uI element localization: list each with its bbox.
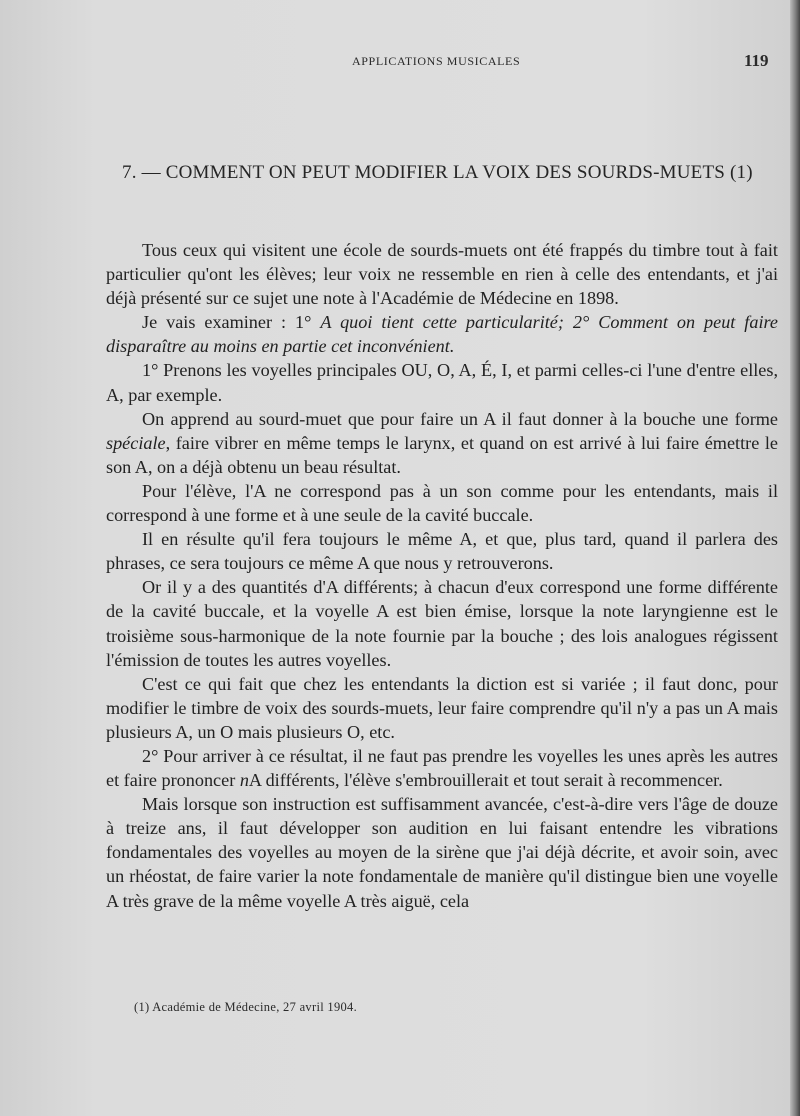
chapter-title: 7. — COMMENT ON PEUT MODIFIER LA VOIX DES SOURDS-MUETS (1): [122, 162, 753, 183]
paragraph: [106, 407, 778, 479]
paragraph: [106, 672, 778, 744]
italic-text: n: [239, 770, 249, 791]
italic-text: A quoi tient cette particularité; 2° Comment on peut faire disparaître au moins en partie cet inconvénient.: [106, 312, 778, 357]
text-run: Il en résulte qu'il fera toujours le même A, et que, plus tard, quand il parlera des phrases, ce sera toujours ce même A que nous y retrouverons.: [106, 529, 778, 574]
text-run: On apprend au sourd-muet que pour faire un A il faut donner à la bouche une forme: [142, 408, 778, 429]
text-run: Mais lorsque son instruction est suffisamment avancée, c'est-à-dire vers l'âge de douze à treize ans, il faut développer son audition en lui faisant entendre les vibrations fondamentales des voyelles au moyen de la sirène que j'ai déjà décrite, et avoir soin, avec un rhéostat, de faire varier la note fondamentale de manière qu'il distingue bien une voyelle A très grave de la même voyelle A très aiguë, cela: [106, 794, 778, 911]
page-edge-shadow: [790, 0, 800, 1116]
italic-text: spéciale: [106, 432, 166, 453]
text-run: Pour l'élève, l'A ne correspond pas à un son comme pour les entendants, mais il correspond à une forme et à une seule de la cavité buccale.: [106, 480, 778, 526]
body-text: [106, 238, 778, 913]
footnote: (1) Académie de Médecine, 27 avril 1904.: [134, 1000, 358, 1014]
text-run: 2° Pour arriver à ce résultat, il ne faut pas prendre les voyelles les unes après les autres et faire prononcer: [106, 745, 778, 791]
running-title: APPLICATIONS MUSICALES: [352, 54, 521, 68]
text-run: C'est ce qui fait que chez les entendants la diction est si variée ; il faut donc, pour modifier le timbre de voix des sourds-muets, leur faire comprendre qu'il n'y a pas un A mais plusieurs A, un O mais plusieurs O, etc.: [106, 673, 778, 742]
page-number: 119: [744, 51, 769, 70]
paragraph: [106, 527, 778, 575]
text-run: 1° Prenons les voyelles principales OU, O, A, É, I, et parmi celles-ci l'une d'entre elles, A, par exemple.: [106, 360, 778, 405]
paragraph: [106, 792, 778, 912]
paragraph: [106, 479, 778, 527]
text-run: Je vais examiner : 1°: [142, 312, 321, 333]
paragraph: [106, 238, 778, 310]
text-run: Tous ceux qui visitent une école de sourds-muets ont été frappés du timbre tout à fait particulier qu'ont les élèves; leur voix ne ressemble en rien à celle des entendants, et j'ai déjà présenté sur ce sujet une note à l'Académie de Médecine en 1898.: [106, 240, 778, 309]
text-run: Or il y a des quantités d'A différents; à chacun d'eux correspond une forme différente de la cavité buccale, et la voyelle A est bien émise, lorsque la note laryngienne est le troisième sous-harmonique de la note fournie par la bouche ; des lois analogues régissent l'émission de toutes les autres voyelles.: [106, 577, 778, 670]
paragraph: [106, 310, 778, 358]
text-run: A différents, l'élève s'embrouillerait et tout serait à recommencer.: [248, 770, 723, 791]
paragraph: [106, 744, 778, 792]
paragraph: [106, 575, 778, 671]
text-run: , faire vibrer en même temps le larynx, et quand on est arrivé à lui faire émettre le son A, on a déjà obtenu un beau résultat.: [106, 432, 778, 477]
paragraph: [106, 358, 778, 406]
